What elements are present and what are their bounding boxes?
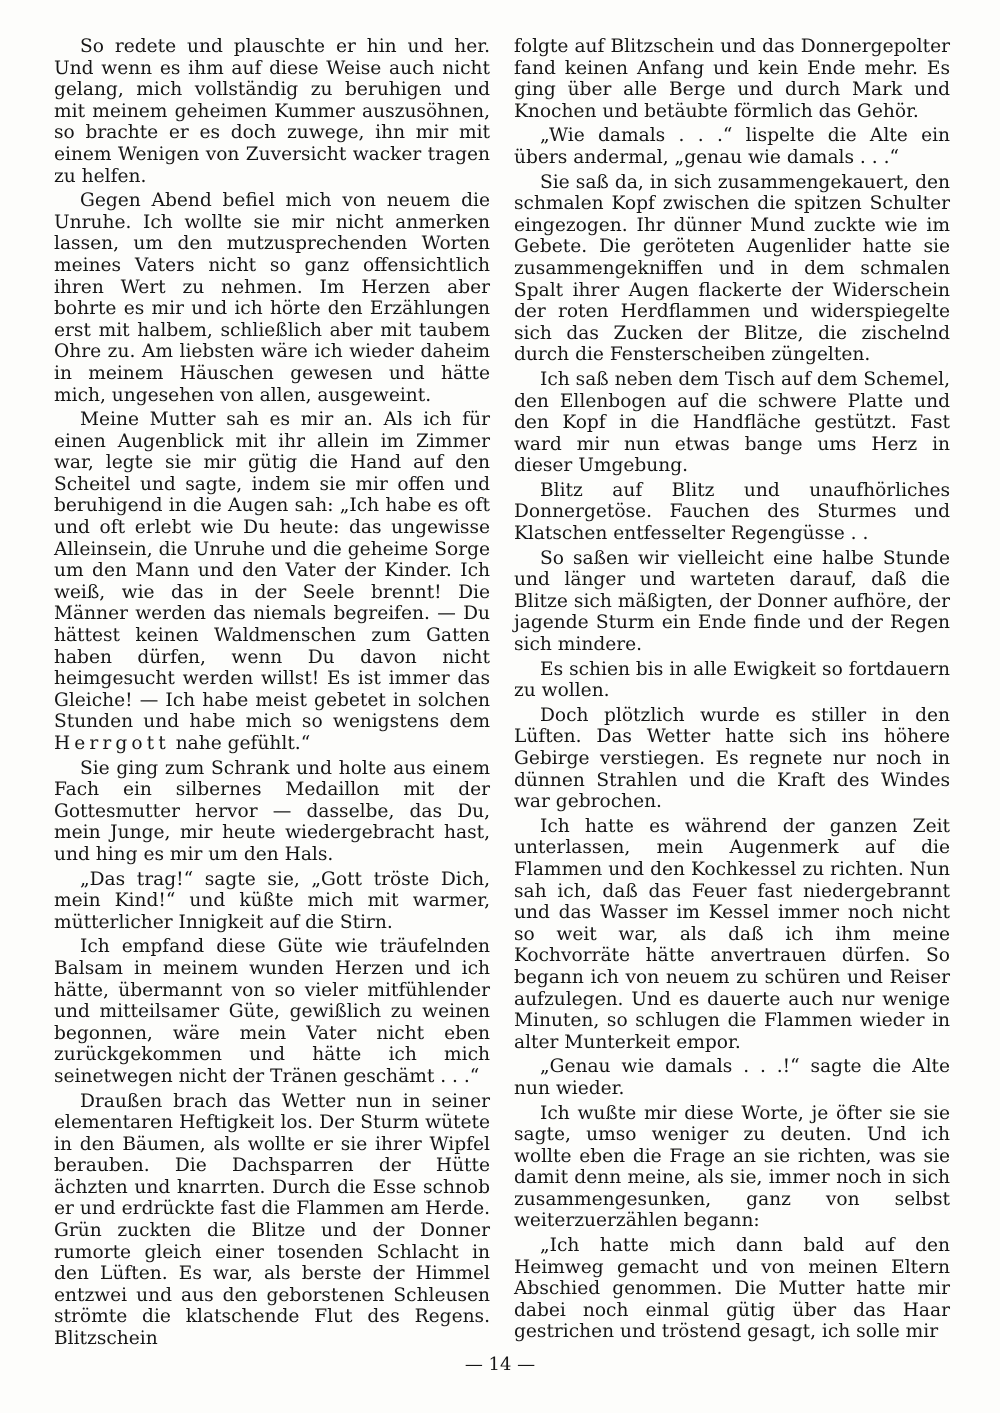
left-text-column [54,36,490,1353]
right-text-column [514,36,950,1346]
paragraph: Es schien bis in alle Ewigkeit so fortdauern zu wollen. [514,658,950,702]
paragraph: folgte auf Blitzschein und das Donnergepolter fand keinen Anfang und kein Ende mehr. Es ging über alle Berge und durch Mark und Knochen und betäubte förmlich das Gehör. [514,36,950,122]
page-number: — 14 — [464,1354,536,1375]
paragraph: Draußen brach das Wetter nun in seiner elementaren Heftigkeit los. Der Sturm wütete in den Bäumen, als wollte er sie ihrer Wipfel berauben. Die Dachsparren der Hütte ächzten und knarrten. Durch die Esse schnob er und erdrückte fast die Flammen am Herde. Grün zuckten die Blitze und der Donner rumorte gleich einer tosenden Schlacht in den Lüften. Es war, als berste der Himmel entzwei und aus den geborstenen Schleusen strömte die klatschende Flut des Regens. Blitzschein [54,1090,490,1350]
paragraph: Sie ging zum Schrank und holte aus einem Fach ein silbernes Medaillon mit der Gottesmutter hervor — dasselbe, das Du, mein Junge, mir heute wiedergebracht hast, und hing es mir um den Hals. [54,757,490,865]
paragraph: Doch plötzlich wurde es stiller in den Lüften. Das Wetter hatte sich ins höhere Gebirge verstiegen. Es regnete nur noch in dünnen Strahlen und die Kraft des Windes war gebrochen. [514,704,950,813]
paragraph: „Das trag!“ sagte sie, „Gott tröste Dich, mein Kind!“ und küßte mich mit warmer, mütterlicher Innigkeit auf die Stirn. [54,868,490,933]
paragraph-text: nahe gefühlt.“ [175,733,311,754]
paragraph: „Genau wie damals . . .!“ sagte die Alte nun wieder. [514,1056,950,1099]
paragraph: So saßen wir vielleicht eine halbe Stunde und länger und warteten darauf, daß die Blitze sich mäßigten, der Donner aufhöre, der jagende Sturm ein Ende finde und der Regen sich mindere. [514,547,950,656]
paragraph [54,409,490,755]
emphasized-word: Herrgott [54,733,170,754]
paragraph: „Wie damals . . .“ lispelte die Alte ein übers andermal, „genau wie damals . . .“ [514,125,950,168]
paragraph: Ich empfand diese Güte wie träufelnden Balsam in meinem wunden Herzen und ich hätte, übermannt von so vieler mitfühlender und mitteilsamer Güte, gewißlich zu weinen begonnen, wäre mein Vater nicht eben zurückgekommen und hätte ich mich seinetwegen nicht der Tränen geschämt . . .“ [54,936,490,1087]
paragraph: Ich saß neben dem Tisch auf dem Schemel, den Ellenbogen auf die schwere Platte und den Kopf in die Handfläche gestützt. Fast ward mir nun etwas bange ums Herz in dieser Umgebung. [514,368,950,477]
paragraph-text: Meine Mutter sah es mir an. Als ich für einen Augenblick mit ihr allein im Zimmer war, legte sie mir gütig die Hand auf den Scheitel und sagte, indem sie mir offen und beruhigend in die Augen sah: „Ich habe es oft und oft erlebt wie Du heute: das ungewisse Alleinsein, die Unruhe und die geheime Sorge um den Mann und den Vater der Kinder. Ich weiß, wie das in der Seele brennt! Die Männer werden das niemals begreifen. — Du hättest keinen Waldmenschen zum Gatten haben dürfen, wenn Du davon nicht heimgesucht werden willst! Es ist immer das Gleiche! — Ich habe meist gebetet in solchen Stunden und habe mich so wenigstens dem [54,409,490,733]
paragraph: Blitz auf Blitz und unaufhörliches Donnergetöse. Fauchen des Sturmes und Klatschen entfesselter Regengüsse . . [514,479,950,545]
paragraph: Ich wußte mir diese Worte, je öfter sie sie sagte, umso weniger zu deuten. Und ich wollte eben die Frage an sie richten, was sie damit denn meine, als sie, immer noch in sich zusammengesunken, ganz von selbst weiterzuerzählen begann: [514,1102,950,1232]
paragraph: Ich hatte es während der ganzen Zeit unterlassen, mein Augenmerk auf die Flammen und den Kochkessel zu richten. Nun sah ich, daß das Feuer fast niedergebrannt und das Wasser im Kessel immer noch nicht so weit war, als daß ich ihm meine Kochvorräte hätte anvertrauen dürfen. So begann ich von neuem zu schüren und Reiser aufzulegen. Und es dauerte auch nur wenige Minuten, so schlugen die Flammen wieder in alter Munterkeit empor. [514,815,950,1053]
paragraph: Sie saß da, in sich zusammengekauert, den schmalen Kopf zwischen die spitzen Schulter eingezogen. Ihr dünner Mund zuckte wie im Gebete. Die geröteten Augenlider hatte sie zusammengekniffen und in dem schmalen Spalt ihrer Augen flackerte der Widerschein der roten Herdflammen und widerspiegelte sich das Zucken der Blitze, die zischelnd durch die Fensterscheiben züngelten. [514,171,950,366]
paragraph: So redete und plauschte er hin und her. Und wenn es ihm auf diese Weise auch nicht gelang, mich vollständig zu beruhigen und mit meinem geheimen Kummer auszusöhnen, so brachte er es doch zuwege, ihn mir mit einem Wenigen von Zuversicht wacker tragen zu helfen. [54,36,490,187]
paragraph: „Ich hatte mich dann bald auf den Heimweg gemacht und von meinen Eltern Abschied genommen. Die Mutter hatte mir dabei noch einmal gütig über das Haar gestrichen und tröstend gesagt, ich solle mir [514,1235,950,1343]
paragraph: Gegen Abend befiel mich von neuem die Unruhe. Ich wollte sie mir nicht anmerken lassen, um den mutzusprechenden Worten meines Vaters nicht so ganz offensichtlich ihren Wert zu nehmen. Im Herzen aber bohrte es mir und ich hörte den Erzählungen erst mit halbem, schließlich aber mit taubem Ohre zu. Am liebsten wäre ich wieder daheim in meinem Häuschen gewesen und hätte mich, ungesehen von allen, ausgeweint. [54,190,490,406]
